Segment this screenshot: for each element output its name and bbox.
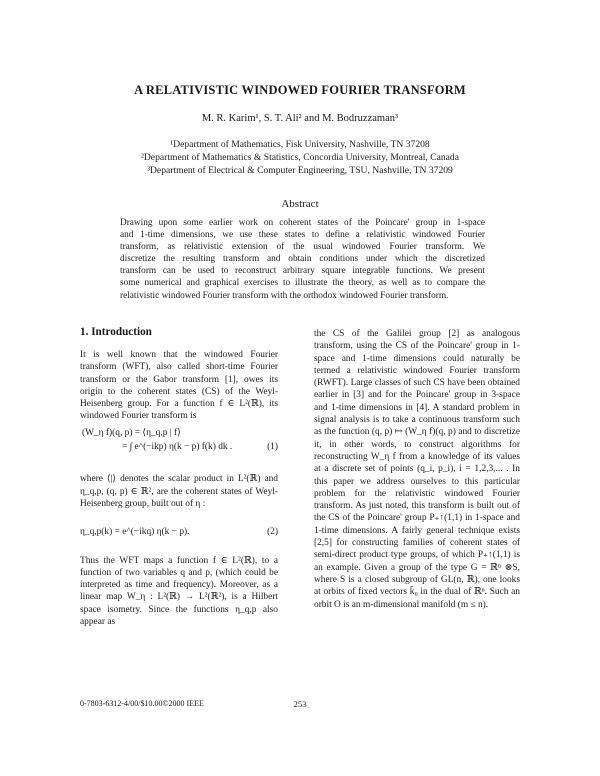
copyright-notice: 0-7803-6312-4/00/$10.00©2000 IEEE [80, 699, 204, 708]
abstract-line: relativistic windowed Fourier transform with the orthodox windowed Fourier transform. [120, 290, 449, 301]
right-column [314, 328, 520, 611]
abstract-line: Drawing upon some earlier work on coherent states of the Poincare' group in 1-space [120, 218, 485, 228]
intro-paragraph-4: the CS of the Galilei group [2] as analogous transform, using the CS of the Poincare' group in 1-space and 1-time dimensions could naturally be termed a relativistic windowed Fourier transform (RWFT). Large classes of such CS have been obtained earlier in [3] and for the Poincare' group in 3-space and 1-time dimensions in [4]. A standard problem in signal analysis is to take a continuous transform such as the function (q, p) ↦ (W_η f)(q, p) and to discretize it, in other words, to construct algorithms for reconstructing W_η f from a knowledge of its values at a discrete set of points (q_i, p_i), i = 1,2,3,... . In this paper we address ourselves to this particular problem for the relativistic windowed Fourier transform. As just noted, this transform is built out of the CS of the Poincare' group P₊↑(1,1) in 1-space and 1-time dimensions. A fairly general technique exists [2,5] for constructing families of coherent states of semi-direct product type groups, of which P₊↑(1,1) is an example. Given a group of the type G = ℝⁿ ⊗S, where S is a closed subgroup of GL(n, ℝ), one looks at orbits of fixed vectors k̄₀ in the dual of ℝⁿ. Such an orbit O is an m-dimensional manifold (m ≤ n). [314, 329, 520, 610]
intro-paragraph-3: Thus the WFT maps a function f ∈ L²(ℝ), to a function of two variables q and p, (which could be interpreted as time and frequency). Moreover, as a linear map W_η : L²(ℝ) → L²(ℝ²), is a Hilbert space isometry. Since the functions η_q,p also appear as [80, 555, 278, 628]
equation-1-body: = ∫ e^(−ikp) η(k − p) f(k) dk . [122, 442, 233, 453]
page-number: 253 [293, 699, 307, 709]
affiliation-3: ³Department of Electrical & Computer Engineering, TSU, Nashville, TN 37209 [147, 165, 453, 176]
equation-2-body: η_q,p(k) = e^(−ikq) η(k − p). [80, 527, 190, 538]
abstract-heading: Abstract [281, 198, 319, 210]
abstract-line: transform, as relativistic extension of the usual windowed Fourier transform. We [120, 242, 485, 253]
abstract-body [120, 217, 485, 302]
equation-1-number: (1) [267, 442, 278, 453]
intro-paragraph-2: where ⟨|⟩ denotes the scalar product in L²(ℝ) and η_q,p, (q, p) ∈ ℝ², are the coherent states of Weyl-Heisenberg group, built out of η : [80, 474, 278, 509]
abstract-line: and 1-time dimensions, we use these states to define a relativistic windowed Fourier [120, 230, 485, 241]
equation-2 [80, 526, 278, 538]
author-list: M. R. Karim¹, S. T. Ali² and M. Bodruzzaman³ [201, 113, 399, 124]
left-column [80, 326, 278, 628]
affiliation-2: ²Department of Mathematics & Statistics, Concordia University, Montreal, Canada [141, 152, 459, 163]
abstract-line: discretize the resulting transform and obtain conditions under which the discretized [120, 254, 485, 265]
equation-1-line-2 [80, 441, 278, 453]
equation-1-line-1: (W_η f)(q, p) = ⟨η_q,p | f⟩ [82, 427, 181, 438]
abstract-line: transform can be used to reconstruct arbitrary square integrable functions. We present [120, 266, 485, 277]
paper-title: A RELATIVISTIC WINDOWED FOURIER TRANSFORM [134, 83, 466, 97]
intro-paragraph-1: It is well known that the windowed Fourier transform (WFT), also called short-time Fourier transform or the Gabor transform [1], owes its origin to the coherent states (CS) of the Weyl-Heisenberg group. For a function f ∈ L²(ℝ), its windowed Fourier transform is [80, 350, 278, 422]
equation-2-number: (2) [267, 527, 278, 538]
affiliation-1: ¹Department of Mathematics, Fisk University, Nashville, TN 37208 [170, 139, 430, 150]
abstract-line: some numerical and graphical exercises to illustrate the theory, as well as to compare the [120, 278, 485, 289]
section-heading: 1. Introduction [80, 326, 152, 338]
